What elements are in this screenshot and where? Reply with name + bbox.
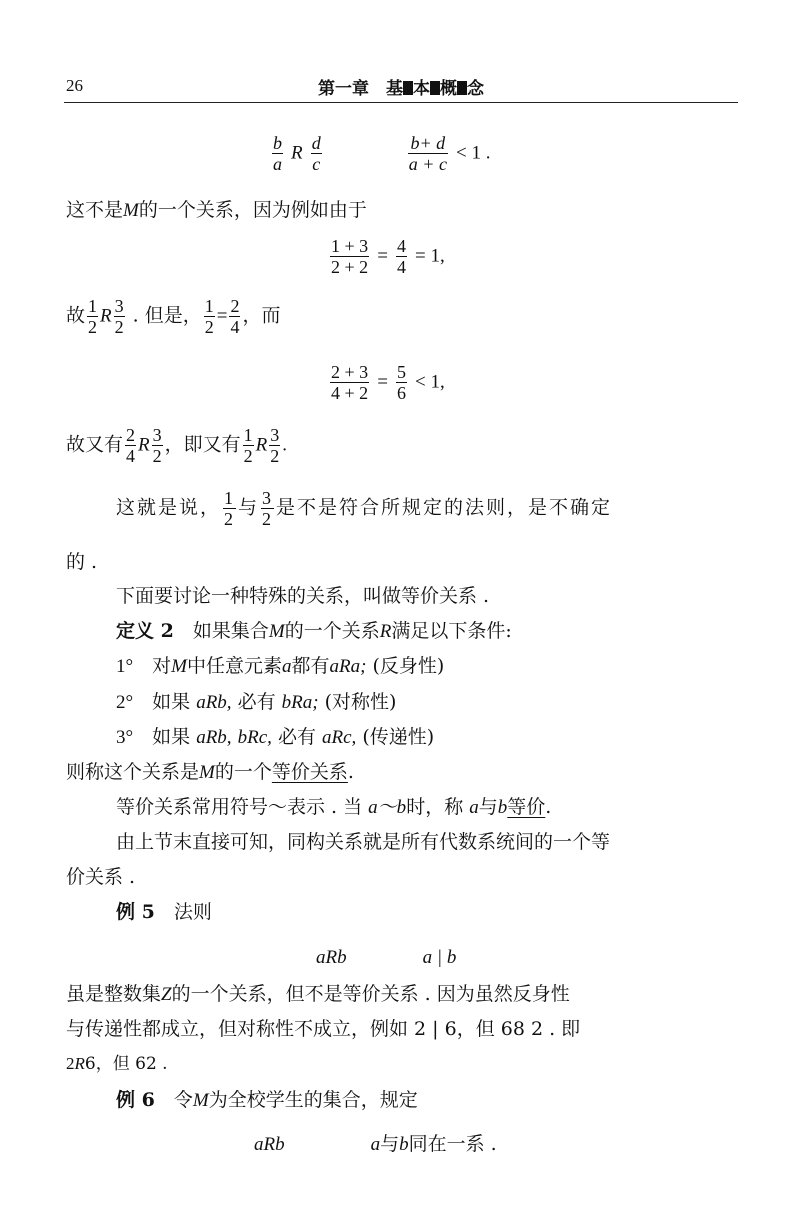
condition-3: 3° 如果 aRb, bRc, 必有 aRc, (传递性) — [116, 726, 435, 748]
paragraph-4-end: 的 . — [66, 551, 98, 573]
paragraph-9-line-2: 与传递性都成立，但对称性不成立，例如 2 | 6，但 68 2 . 即 — [66, 1018, 581, 1040]
definition-2: 定义 2 如果集合M的一个关系R满足以下条件: — [116, 620, 512, 642]
paragraph-1: 这不是M的一个关系，因为例如由于 — [66, 199, 367, 221]
condition-2: 2° 如果 aRb, 必有 bRa; (对称性) — [116, 691, 397, 713]
formula-4: aRb a | b — [316, 947, 457, 968]
page-number: 26 — [66, 76, 83, 95]
paragraph-8: 由上节末直接可知，同构关系就是所有代数系统间的一个等 — [116, 831, 611, 853]
example-5: 例 5 法则 — [116, 901, 212, 923]
paragraph-5: 下面要讨论一种特殊的关系，叫做等价关系 . — [116, 585, 490, 607]
paragraph-9: 虽是整数集Z的一个关系，但不是等价关系 . 因为虽然反身性 — [66, 983, 570, 1005]
formula-5: aRb a与b同在一系 . — [254, 1133, 497, 1155]
paragraph-2: 故 $\frac{1}{2}$ R $\frac{3}{2}$ . 但是， $\frac{1}{2}$ = $\frac{2}{4}$ ，而 — [66, 296, 281, 337]
formula-2: $\frac{1 + 3}{2 + 2}$ = $\frac{4}{4}$ = 1, — [331, 236, 445, 277]
formula-1: $\frac{b}{a}$ R $\frac{d}{c}$ $\frac{b+ d}{a + c}$ < 1 . — [273, 133, 491, 174]
paragraph-7: 等价关系常用符号～表示 . 当 a～b时，称 a与b等价. — [116, 796, 552, 818]
chapter-title: 第一章 基 本 概 念 — [318, 79, 484, 99]
paragraph-8-end: 价关系 . — [66, 866, 136, 888]
example-6: 例 6 令M为全校学生的集合，规定 — [116, 1089, 418, 1111]
page-header — [64, 72, 738, 103]
condition-1: 1° 对M中任意元素a都有aRa; (反身性) — [116, 655, 445, 677]
paragraph-6: 则称这个关系是M的一个等价关系. — [66, 761, 354, 783]
paragraph-9-line-3: 2R6，但 62 . — [66, 1054, 168, 1074]
formula-3: $\frac{2 + 3}{4 + 2}$ = $\frac{5}{6}$ < 1, — [331, 362, 445, 403]
paragraph-3: 故又有 $\frac{2}{4}$ R $\frac{3}{2}$ ，即又有 $\frac{1}{2}$ R $\frac{3}{2}$ . — [66, 425, 287, 466]
paragraph-4: 这就是说， $\frac{1}{2}$ 与 $\frac{3}{2}$ 是不是符合所规定的法则，是不确定 — [116, 488, 613, 529]
